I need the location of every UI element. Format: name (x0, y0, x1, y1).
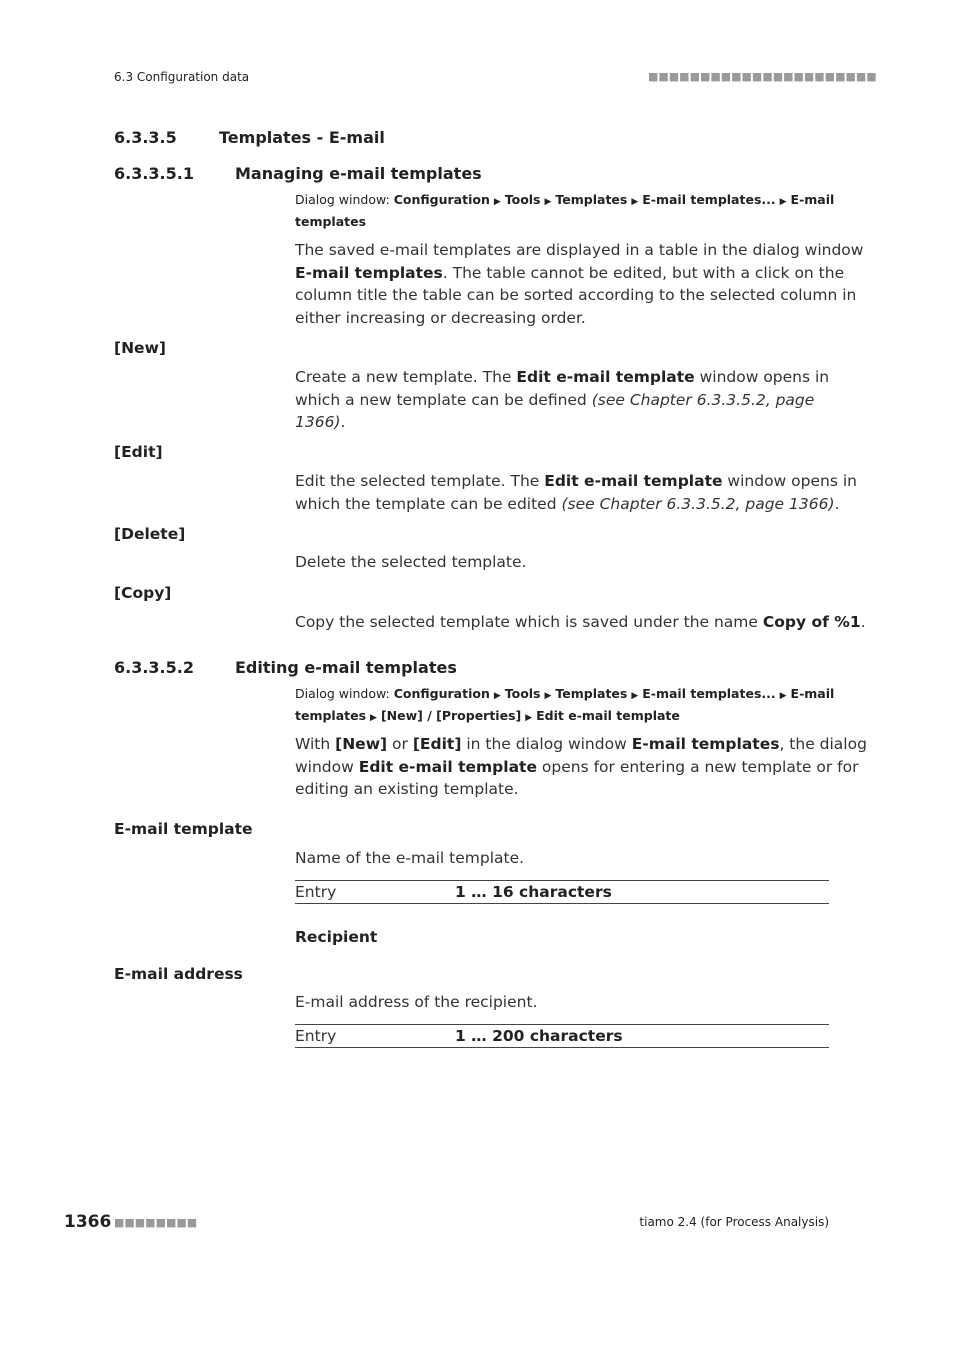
running-header-section: 6.3 Configuration data (114, 70, 250, 84)
footer-decoration-dots: ■■■■■■■■ (114, 1216, 198, 1229)
footer-product: tiamo 2.4 (for Process Analysis) (639, 1215, 829, 1229)
email-template-entry-table (295, 880, 829, 904)
path-item: E-mail (790, 686, 835, 701)
path-arrow-icon: ▶ (370, 713, 377, 723)
intro-paragraph (295, 239, 864, 329)
path-arrow-icon: ▶ (631, 691, 639, 701)
path-item: E-mail templates... (642, 686, 776, 701)
email-address-description: E-mail address of the recipient. (295, 993, 538, 1011)
new-description (295, 366, 835, 434)
text: either increasing or decreasing order. (295, 308, 586, 327)
section-heading (114, 128, 385, 147)
entry-label: Entry (295, 1027, 337, 1045)
text: , the dialog (779, 735, 867, 753)
ui-term: [Edit] (412, 735, 462, 753)
ui-term: Edit e-mail template (358, 757, 537, 776)
path-item: [New] / [Properties] (380, 708, 522, 723)
edit-button-label: [Edit] (114, 443, 163, 461)
editing-intro-paragraph (295, 733, 867, 801)
text: . (860, 613, 866, 631)
text: which a new template can be defined (295, 390, 592, 409)
subsection-heading (114, 658, 457, 677)
path-item: E-mail templates... (642, 192, 776, 207)
text: editing an existing template. (295, 780, 519, 798)
entry-label: Entry (295, 883, 337, 901)
page-number: 1366 (64, 1212, 112, 1232)
ui-term: Edit e-mail template (516, 368, 695, 386)
text: in the dialog window (461, 735, 632, 753)
text: . (340, 413, 346, 431)
email-address-label: E-mail address (114, 965, 243, 983)
dialog-path (295, 684, 835, 728)
copy-description (295, 611, 866, 634)
path-prefix: Dialog window: (295, 686, 394, 701)
cross-reference-link[interactable]: 1366) (295, 413, 341, 431)
text: opens for entering a new template or for (536, 757, 859, 776)
path-arrow-icon: ▶ (493, 197, 501, 207)
email-template-description: Name of the e-mail template. (295, 849, 525, 867)
text: Copy the selected template which is saved under the name (295, 613, 763, 631)
path-arrow-icon: ▶ (631, 197, 639, 207)
text: window opens in (722, 472, 857, 490)
ui-term: E-mail templates (631, 735, 780, 753)
entry-value: 1 … 200 characters (455, 1027, 623, 1045)
ui-term: Copy of %1 (762, 613, 861, 631)
path-arrow-icon: ▶ (493, 691, 501, 701)
dialog-path (295, 190, 835, 232)
section-title: Templates - E-mail (219, 128, 385, 147)
subsection-number: 6.3.3.5.1 (114, 164, 194, 183)
path-prefix: Dialog window: (295, 192, 394, 207)
text: which the template can be edited (295, 494, 562, 513)
edit-description (295, 470, 857, 515)
entry-value: 1 … 16 characters (455, 883, 612, 901)
path-item: Templates (555, 192, 628, 207)
text: Delete the selected template. (295, 553, 527, 571)
copy-button-label: [Copy] (114, 584, 172, 602)
subsection-title: Managing e-mail templates (235, 164, 482, 183)
ui-term: [New] (335, 735, 388, 753)
text: Edit the selected template. The (295, 472, 545, 490)
email-address-entry-table (295, 1024, 829, 1048)
path-item: Tools (504, 686, 541, 701)
path-arrow-icon: ▶ (779, 197, 787, 207)
subsection-title: Editing e-mail templates (235, 658, 457, 677)
section-number: 6.3.3.5 (114, 128, 177, 147)
path-arrow-icon: ▶ (544, 197, 552, 207)
path-item: E-mail (790, 192, 835, 207)
subsection-number: 6.3.3.5.2 (114, 658, 194, 677)
path-arrow-icon: ▶ (525, 713, 533, 723)
new-button-label: [New] (114, 339, 166, 357)
text: The saved e-mail templates are displayed in a table in the dialog window (295, 241, 864, 259)
cross-reference-link[interactable]: (see Chapter 6.3.3.5.2, page (591, 390, 815, 409)
delete-description (295, 551, 835, 574)
text: window opens in (694, 368, 830, 386)
path-item: Tools (504, 192, 541, 207)
subsection-heading (114, 164, 482, 183)
recipient-heading: Recipient (295, 928, 378, 946)
path-item: Configuration (393, 192, 490, 207)
path-item: templates (295, 708, 367, 723)
text: or (387, 735, 413, 753)
email-template-label: E-mail template (114, 820, 253, 838)
text: . (834, 494, 840, 513)
cross-reference-link[interactable]: (see Chapter 6.3.3.5.2, page 1366) (561, 494, 835, 513)
path-arrow-icon: ▶ (544, 691, 552, 701)
path-item: Edit e-mail template (536, 708, 680, 723)
text: . The table cannot be edited, but with a click on the (442, 263, 845, 282)
delete-button-label: [Delete] (114, 525, 186, 543)
ui-term: E-mail templates (295, 263, 443, 282)
path-arrow-icon: ▶ (779, 691, 787, 701)
header-decoration-dots: ■■■■■■■■■■■■■■■■■■■■■■ (648, 70, 877, 83)
text: window (295, 757, 359, 776)
text: Create a new template. The (295, 368, 517, 386)
ui-term: Edit e-mail template (544, 472, 723, 490)
path-item: Configuration (393, 686, 490, 701)
path-item: templates (295, 214, 367, 229)
text: With (295, 735, 336, 753)
text: column title the table can be sorted according to the selected column in (295, 286, 857, 304)
path-item: Templates (555, 686, 628, 701)
